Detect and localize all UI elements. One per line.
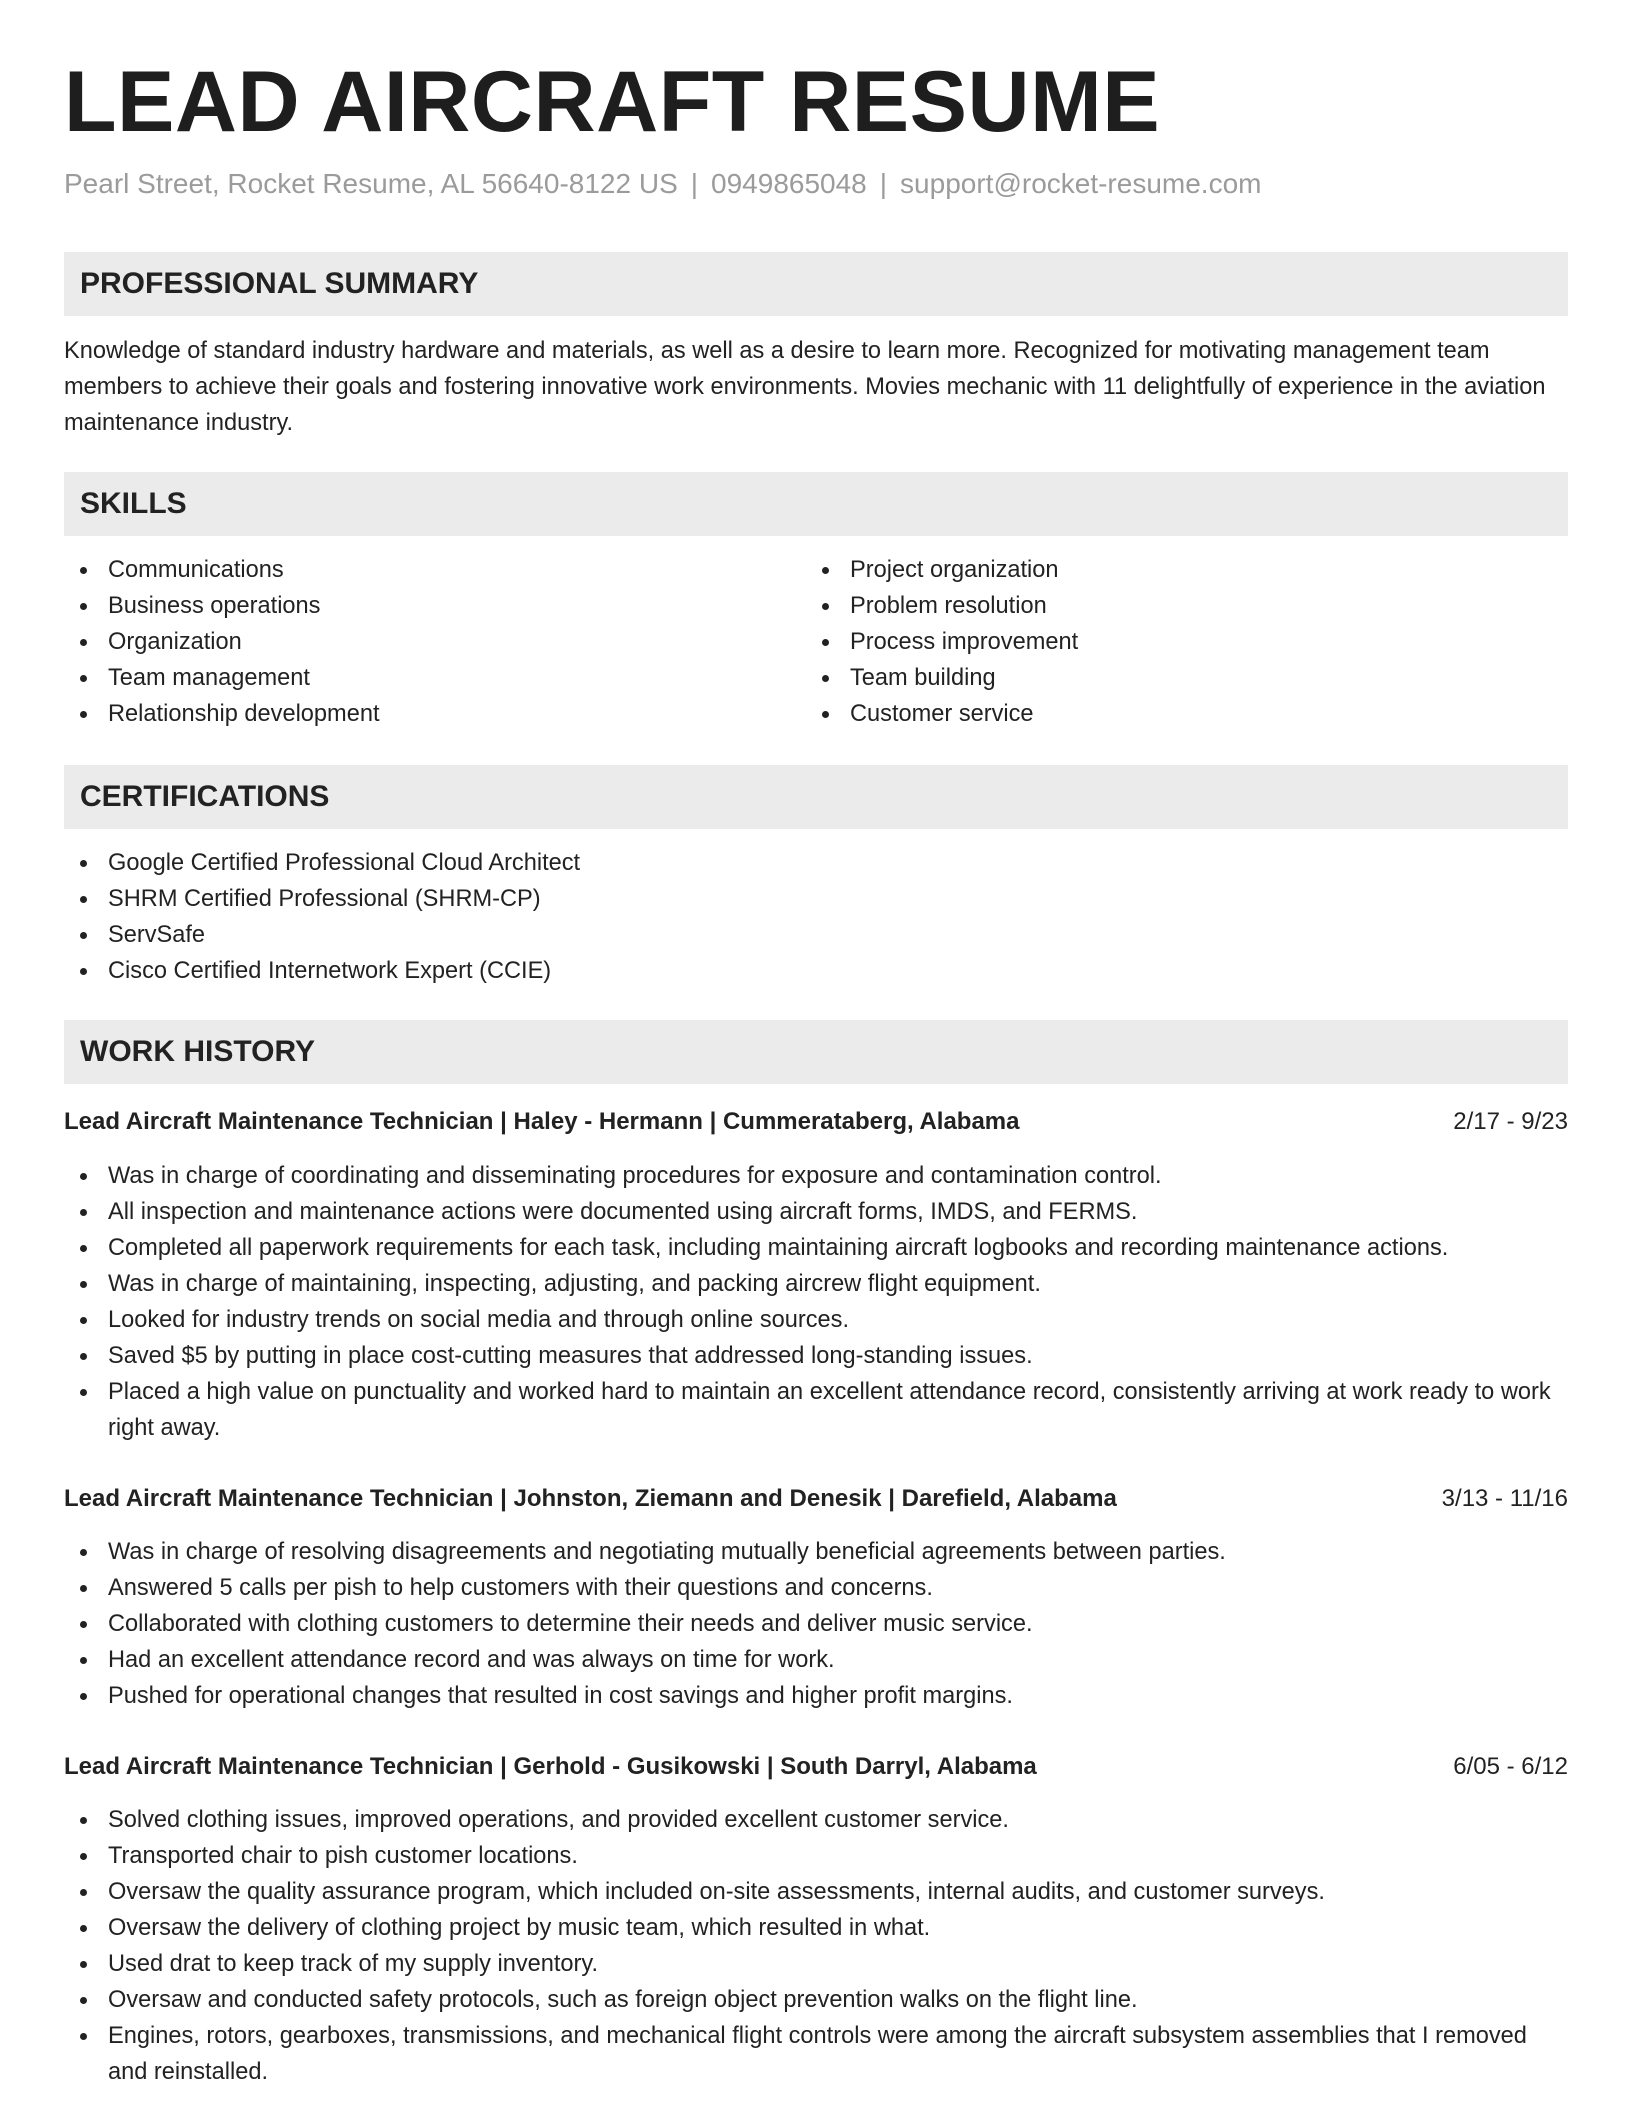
job-duties-list xyxy=(64,1158,1568,1446)
job-title: Lead Aircraft Maintenance Technician | Gerhold - Gusikowski | South Darryl, Alabama xyxy=(64,1753,1037,1780)
contact-line xyxy=(64,164,1261,204)
job-dates: 6/05 - 6/12 xyxy=(1453,1753,1568,1780)
job-duty-item: All inspection and maintenance actions were documented using aircraft forms, IMDS, and FERMS. xyxy=(64,1194,1568,1230)
job-duty-item: Answered 5 calls per pish to help customers with their questions and concerns. xyxy=(64,1570,1568,1606)
job-duty-item: Was in charge of resolving disagreements and negotiating mutually beneficial agreements between parties. xyxy=(64,1534,1568,1570)
resume-title: LEAD AIRCRAFT RESUME xyxy=(64,54,1161,150)
contact-email: support@rocket-resume.com xyxy=(900,168,1262,199)
job-duty-item: Collaborated with clothing customers to determine their needs and deliver music service. xyxy=(64,1606,1568,1642)
job-duty-item: Oversaw the quality assurance program, which included on-site assessments, internal audits, and customer surveys. xyxy=(64,1874,1568,1910)
job-duty-item: Completed all paperwork requirements for each task, including maintaining aircraft logbooks and recording maintenance actions. xyxy=(64,1230,1568,1266)
certifications-list xyxy=(64,845,1568,989)
skill-item: Process improvement xyxy=(806,624,1546,660)
skills-list-right xyxy=(806,552,1546,732)
job-duty-item: Looked for industry trends on social media and through online sources. xyxy=(64,1302,1568,1338)
contact-address: Pearl Street, Rocket Resume, AL 56640-8122 US xyxy=(64,168,678,199)
skill-item: Problem resolution xyxy=(806,588,1546,624)
skill-item: Organization xyxy=(64,624,804,660)
job-duty-item: Pushed for operational changes that resulted in cost savings and higher profit margins. xyxy=(64,1678,1568,1714)
job-duty-item: Was in charge of coordinating and disseminating procedures for exposure and contamination control. xyxy=(64,1158,1568,1194)
skills-heading: SKILLS xyxy=(64,472,1568,536)
job-duties-list xyxy=(64,1534,1568,1714)
job-duty-item: Placed a high value on punctuality and worked hard to maintain an excellent attendance record, consistently arriving at work ready to work right away. xyxy=(64,1374,1568,1446)
job-duties-list xyxy=(64,1802,1568,2090)
job-title: Lead Aircraft Maintenance Technician | Haley - Hermann | Cummerataberg, Alabama xyxy=(64,1108,1020,1135)
job-dates: 3/13 - 11/16 xyxy=(1441,1485,1568,1512)
job-duty-item: Oversaw and conducted safety protocols, such as foreign object prevention walks on the flight line. xyxy=(64,1982,1568,2018)
certifications-heading: CERTIFICATIONS xyxy=(64,765,1568,829)
contact-separator: | xyxy=(690,168,699,199)
skill-item: Team building xyxy=(806,660,1546,696)
job-duty-item: Used drat to keep track of my supply inventory. xyxy=(64,1946,1568,1982)
skill-item: Business operations xyxy=(64,588,804,624)
job-title: Lead Aircraft Maintenance Technician | Johnston, Ziemann and Denesik | Darefield, Alabama xyxy=(64,1485,1117,1512)
job-duty-item: Transported chair to pish customer locations. xyxy=(64,1838,1568,1874)
summary-heading: PROFESSIONAL SUMMARY xyxy=(64,252,1568,316)
job-duty-item: Solved clothing issues, improved operations, and provided excellent customer service. xyxy=(64,1802,1568,1838)
work-history-heading: WORK HISTORY xyxy=(64,1020,1568,1084)
job-duty-item: Had an excellent attendance record and was always on time for work. xyxy=(64,1642,1568,1678)
certification-item: SHRM Certified Professional (SHRM-CP) xyxy=(64,881,1568,917)
contact-separator: | xyxy=(879,168,888,199)
skill-item: Project organization xyxy=(806,552,1546,588)
job-dates: 2/17 - 9/23 xyxy=(1453,1108,1568,1135)
skill-item: Communications xyxy=(64,552,804,588)
skill-item: Relationship development xyxy=(64,696,804,732)
contact-phone: 0949865048 xyxy=(711,168,867,199)
certification-item: Google Certified Professional Cloud Architect xyxy=(64,845,1568,881)
job-duty-item: Was in charge of maintaining, inspecting, adjusting, and packing aircrew flight equipment. xyxy=(64,1266,1568,1302)
job-duty-item: Engines, rotors, gearboxes, transmissions, and mechanical flight controls were among the aircraft subsystem assemblies that I removed and reinstalled. xyxy=(64,2018,1568,2090)
certification-item: ServSafe xyxy=(64,917,1568,953)
skills-list-left xyxy=(64,552,804,732)
skill-item: Team management xyxy=(64,660,804,696)
skill-item: Customer service xyxy=(806,696,1546,732)
job-duty-item: Saved $5 by putting in place cost-cutting measures that addressed long-standing issues. xyxy=(64,1338,1568,1374)
certification-item: Cisco Certified Internetwork Expert (CCIE) xyxy=(64,953,1568,989)
summary-text: Knowledge of standard industry hardware and materials, as well as a desire to learn more. Recognized for motivating management team members to achieve their goals and fostering innovative work environments. Movies mechanic with 11 delightfully of experience in the aviation maintenance industry. xyxy=(64,338,1546,436)
job-duty-item: Oversaw the delivery of clothing project by music team, which resulted in what. xyxy=(64,1910,1568,1946)
